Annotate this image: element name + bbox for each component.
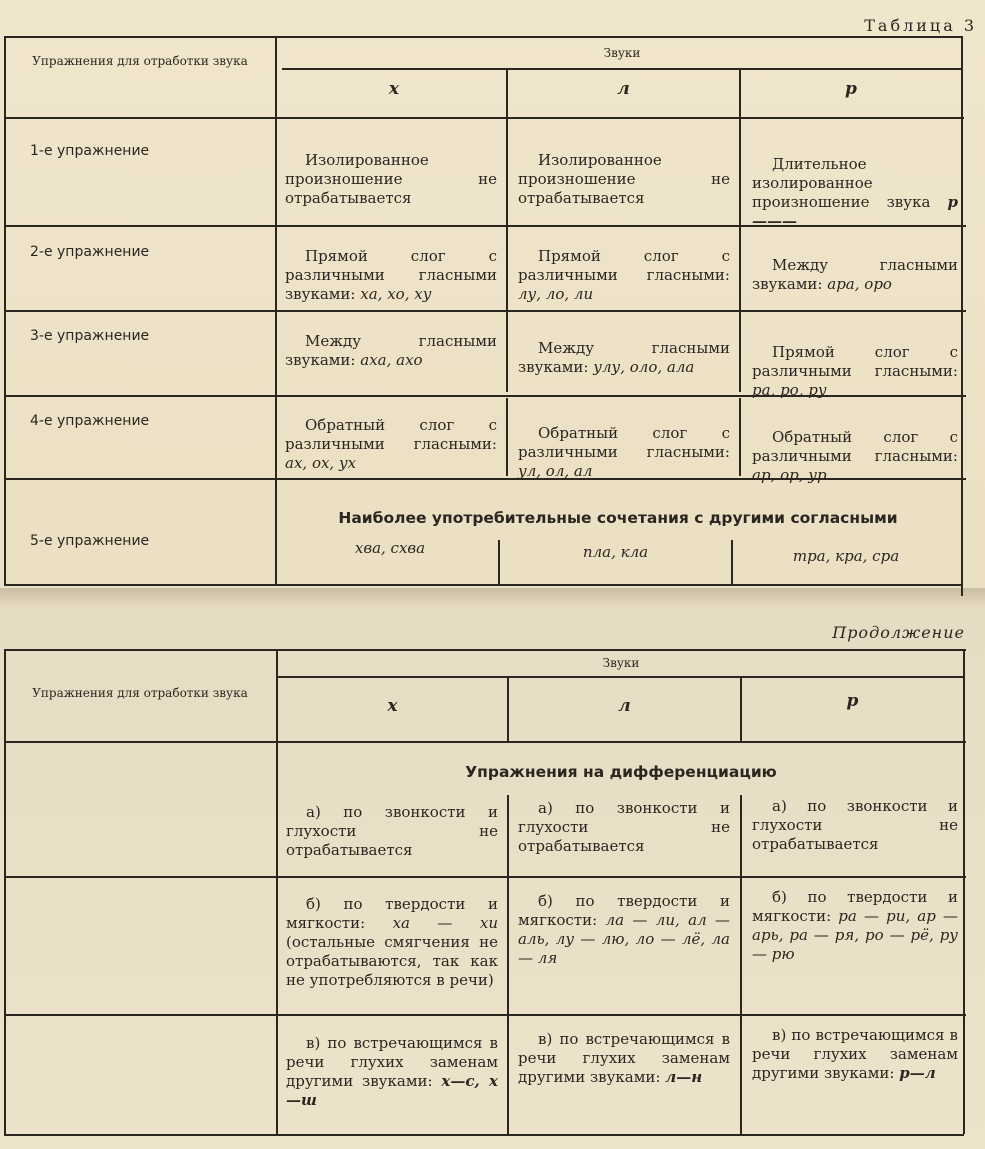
row-label: 2-е упражнение [30,244,150,260]
row-label: 3-е упражнение [30,328,150,344]
table-cell: Изолированное произношение не отрабатывается [285,151,497,207]
table-cell: Прямой слог с различными гласными: лу, ло, ли [518,247,730,303]
table-cell: Обратный слог с различными гласными: ул, ол, ал [518,424,730,480]
row-label: 4-е упражнение [30,413,150,429]
page-fold-shadow [0,588,985,610]
table-cell: а) по звонкости и глухости не отрабатывается [752,797,958,853]
table-cell: хва, схва [354,539,426,557]
row-rule [4,1014,966,1016]
row-rule [4,876,966,878]
row5-banner: Наиболее употребительные сочетания с другими согласными [338,509,898,527]
sound-header-l: л [617,79,630,99]
column-divider [506,68,508,392]
table-right-border [963,649,965,1134]
differentiation-banner: Упражнения на дифференциацию [465,763,777,781]
row-label: 1-е упражнение [30,143,150,159]
table-top-border [4,36,962,38]
header-bottom-rule [4,741,966,743]
table-caption: Таблица 3 [864,16,977,35]
sound-header-r: р [845,79,857,99]
row-label: 5-е упражнение [30,533,150,549]
table-bottom-border [4,1134,964,1136]
column-divider [740,795,742,1134]
table-cell: Прямой слог с различными гласными звуками: ха, хо, ху [285,247,497,303]
table-cell: Между гласными звуками: аха, ахо [285,332,497,369]
table-cell: пла, кла [582,543,649,561]
table-cell: б) по твердости и мягкости: ха — хи (остальные смягчения не отрабатываются, так как не употребляются в речи) [286,895,498,989]
table-left-border [4,36,6,584]
first-column-header: Упражнения для отработки звука [32,54,248,68]
table-cell: Прямой слог с различными гласными: ра, ро, ру [752,343,958,399]
table-top-border [4,649,966,651]
column-divider [507,795,509,1134]
continuation-caption: Продолжение [832,623,965,642]
table-left-border [4,649,6,1134]
table-cell: в) по встречающимся в речи глухих заменам другими звуками: х—с, х—ш [286,1034,498,1109]
table-cell: тра, кра, сра [792,547,900,565]
column-divider [506,398,508,476]
table-bottom-border [4,584,962,586]
table-cell: а) по звонкости и глухости не отрабатывается [286,803,498,859]
table-cell: Обратный слог с различными гласными: ар, ор, ур [752,428,958,484]
column-divider [739,68,741,392]
first-column-header: Упражнения для отработки звука [32,686,248,700]
label-column-divider [275,36,277,584]
sound-header-x: х [387,696,398,716]
table-cell: Изолированное произношение не отрабатывается [518,151,730,207]
table-right-border [961,36,963,596]
sound-header-r: р [846,691,859,711]
column-divider [739,398,741,476]
table-cell: Между гласными звуками: улу, оло, ала [518,339,730,376]
sounds-header: Звуки [602,656,640,670]
table-cell: Длительное изолированное произношение звука р——— [752,155,958,230]
table-cell: а) по звонкости и глухости не отрабатывается [518,799,730,855]
sounds-header: Звуки [603,46,641,60]
sound-header-x: х [388,79,400,99]
table-cell: б) по твердости и мягкости: ла — ли, ал — аль, лу — лю, ло — лё, ла — ля [518,892,730,967]
table-cell: в) по встречающимся в речи глухих заменам другими звуками: л—н [518,1030,730,1086]
table-cell: б) по твердости и мягкости: ра — ри, ар — арь, ра — ря, ро — рё, ру — рю [752,888,958,963]
label-column-divider [276,649,278,1134]
row-rule [4,310,966,312]
sounds-title-rule [282,68,962,70]
sounds-title-rule [278,676,964,678]
table-cell: в) по встречающимся в речи глухих заменам другими звуками: р—л [752,1026,958,1082]
table-cell: Обратный слог с различными гласными: ах, ох, ух [285,416,497,472]
table-cell: Между гласными звуками: ара, оро [752,256,958,293]
header-bottom-rule [4,117,964,119]
sound-header-l: л [618,696,631,716]
